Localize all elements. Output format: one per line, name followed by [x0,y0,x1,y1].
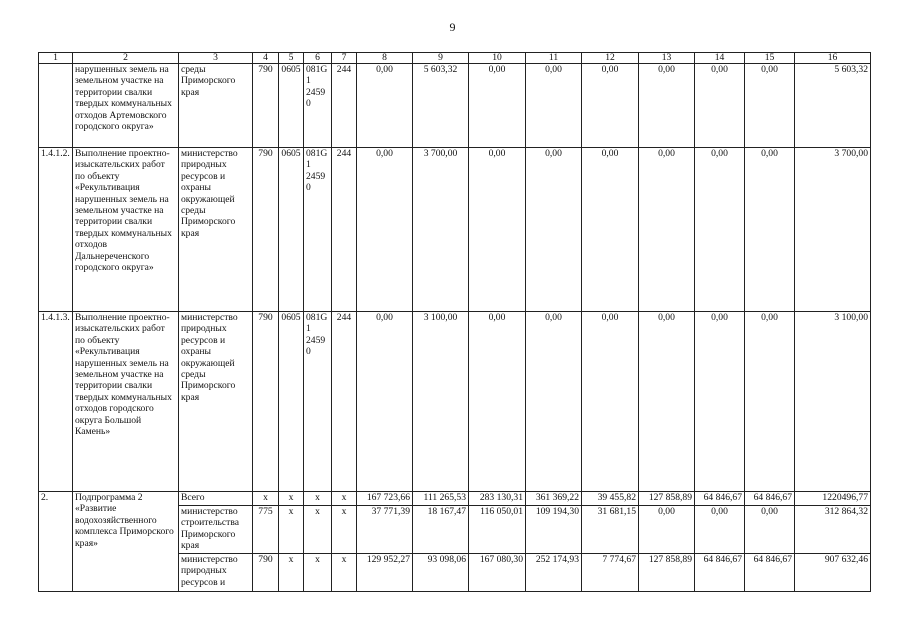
total-cell: 312 864,32 [795,506,871,554]
subprogram-total-row [39,492,871,506]
executor: министерство природных ресурсов и [179,554,253,592]
amount-cell: 64 846,67 [745,492,795,506]
column-header: 4 [253,53,279,64]
amount-cell: 0,00 [745,506,795,554]
column-header: 5 [279,53,304,64]
amount-cell: 0,00 [469,148,526,312]
target-article-code: x [304,492,332,506]
column-header: 15 [745,53,795,64]
amount-cell: 167 723,66 [357,492,413,506]
executor: министерство природных ресурсов и охраны окружающей среды Приморского края [179,312,253,492]
section-code: 0605 [279,148,304,312]
table-row [39,312,871,492]
amount-cell: 3 100,00 [413,312,469,492]
expense-type-code: 244 [332,64,357,148]
amount-cell: 0,00 [357,64,413,148]
gov-code: x [253,492,279,506]
amount-cell: 111 265,53 [413,492,469,506]
section-code: x [279,554,304,592]
activity-name: Выполнение проектно-изыскательских работ по объекту «Рекультивация нарушенных земель на земельном участке на территории свалки твердых коммунальных отходов городского округа Большой Камень» [73,312,179,492]
amount-cell: 109 194,30 [526,506,582,554]
activity-name: нарушенных земель на земельном участке на территории свалки твердых коммунальных отходов Артемовского городского округа» [73,64,179,148]
expense-type-code: 244 [332,312,357,492]
row-number: 1.4.1.2. [39,148,73,312]
executor: Всего [179,492,253,506]
row-number: 2. [39,492,73,592]
subprogram-name: Подпрограмма 2 «Развитие водохозяйственного комплекса Приморского края» [73,492,179,592]
activity-name: Выполнение проектно-изыскательских работ по объекту «Рекультивация нарушенных земель на земельном участке на территории свалки твердых коммунальных отходов Дальнереченского городского округа» [73,148,179,312]
column-header: 13 [639,53,695,64]
section-code: x [279,492,304,506]
section-code: 0605 [279,64,304,148]
gov-code: 790 [253,312,279,492]
amount-cell: 0,00 [639,312,695,492]
target-article-code: 081G1 24590 [304,148,332,312]
amount-cell: 0,00 [695,148,745,312]
section-code: 0605 [279,312,304,492]
expense-type-code: 244 [332,148,357,312]
row-number [39,64,73,148]
amount-cell: 93 098,06 [413,554,469,592]
total-cell: 907 632,46 [795,554,871,592]
amount-cell: 0,00 [745,312,795,492]
amount-cell: 0,00 [526,64,582,148]
total-cell: 3 100,00 [795,312,871,492]
gov-code: 790 [253,64,279,148]
amount-cell: 0,00 [639,506,695,554]
amount-cell: 0,00 [357,312,413,492]
amount-cell: 37 771,39 [357,506,413,554]
amount-cell: 64 846,67 [695,554,745,592]
amount-cell: 0,00 [582,64,639,148]
total-cell: 1220496,77 [795,492,871,506]
page-number: 9 [449,20,456,34]
amount-cell: 0,00 [582,148,639,312]
target-article-code: x [304,506,332,554]
executor: министерство строительства Приморского края [179,506,253,554]
column-number-row [39,53,871,64]
target-article-code: x [304,554,332,592]
amount-cell: 0,00 [526,312,582,492]
amount-cell: 0,00 [469,64,526,148]
expense-type-code: x [332,506,357,554]
amount-cell: 127 858,89 [639,492,695,506]
amount-cell: 18 167,47 [413,506,469,554]
amount-cell: 127 858,89 [639,554,695,592]
amount-cell: 31 681,15 [582,506,639,554]
total-cell: 5 603,32 [795,64,871,148]
row-number: 1.4.1.3. [39,312,73,492]
amount-cell: 116 050,01 [469,506,526,554]
amount-cell: 0,00 [639,64,695,148]
amount-cell: 64 846,67 [695,492,745,506]
column-header: 6 [304,53,332,64]
amount-cell: 5 603,32 [413,64,469,148]
amount-cell: 129 952,27 [357,554,413,592]
amount-cell: 0,00 [745,148,795,312]
target-article-code: 081G1 24590 [304,64,332,148]
expense-type-code: x [332,492,357,506]
amount-cell: 0,00 [526,148,582,312]
gov-code: 790 [253,554,279,592]
target-article-code: 081G1 24590 [304,312,332,492]
amount-cell: 283 130,31 [469,492,526,506]
amount-cell: 361 369,22 [526,492,582,506]
column-header: 7 [332,53,357,64]
amount-cell: 252 174,93 [526,554,582,592]
amount-cell: 167 080,30 [469,554,526,592]
amount-cell: 0,00 [357,148,413,312]
column-header: 9 [413,53,469,64]
section-code: x [279,506,304,554]
amount-cell: 3 700,00 [413,148,469,312]
amount-cell: 0,00 [745,64,795,148]
column-header: 1 [39,53,73,64]
amount-cell: 7 774,67 [582,554,639,592]
table-row [39,64,871,148]
amount-cell: 39 455,82 [582,492,639,506]
table-row [39,148,871,312]
column-header: 14 [695,53,745,64]
amount-cell: 64 846,67 [745,554,795,592]
total-cell: 3 700,00 [795,148,871,312]
column-header: 12 [582,53,639,64]
amount-cell: 0,00 [695,312,745,492]
column-header: 2 [73,53,179,64]
expense-type-code: x [332,554,357,592]
amount-cell: 0,00 [695,64,745,148]
gov-code: 790 [253,148,279,312]
executor: министерство природных ресурсов и охраны окружающей среды Приморского края [179,148,253,312]
column-header: 3 [179,53,253,64]
column-header: 16 [795,53,871,64]
amount-cell: 0,00 [582,312,639,492]
amount-cell: 0,00 [639,148,695,312]
column-header: 8 [357,53,413,64]
executor: среды Приморского края [179,64,253,148]
budget-table [38,52,871,592]
amount-cell: 0,00 [695,506,745,554]
column-header: 10 [469,53,526,64]
amount-cell: 0,00 [469,312,526,492]
column-header: 11 [526,53,582,64]
gov-code: 775 [253,506,279,554]
